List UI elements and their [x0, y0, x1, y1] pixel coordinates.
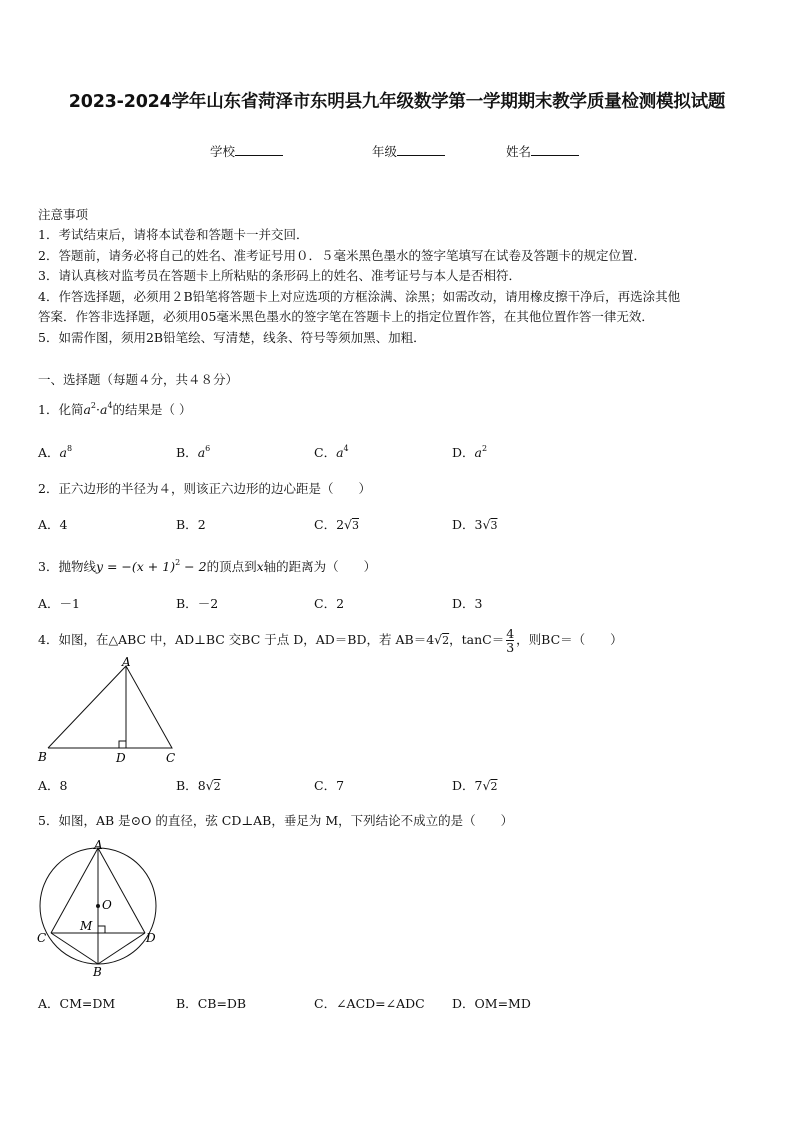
q1-prefix: 1．化简: [38, 402, 84, 417]
point-label-a: A: [94, 838, 103, 852]
point-label-b: B: [93, 965, 102, 979]
q1-exp-1: 2: [90, 401, 96, 410]
grade-field: [372, 142, 445, 160]
q5-option-b[interactable]: [176, 994, 246, 1012]
q4-option-c[interactable]: [314, 776, 344, 794]
sqrt-sign: √: [434, 632, 443, 647]
option-label: C．: [314, 596, 337, 611]
point-label-c: C: [37, 931, 47, 945]
q4-ab-radicand: 2: [442, 634, 450, 647]
question-2-stem: 2．正六边形的半径为４，则该正六边形的边心距是（ ）: [38, 481, 371, 496]
q5-option-d[interactable]: [452, 994, 531, 1012]
option-base: a: [59, 445, 67, 460]
q1-option-a[interactable]: [38, 443, 72, 461]
q4-suffix: ，则BC＝（ ）: [516, 632, 623, 647]
option-exp: 8: [66, 444, 73, 453]
name-blank: [531, 143, 579, 156]
notice-item-4: 4．作答选择题，必须用２B铅笔将答题卡上对应选项的方框涂满、涂黑；如需改动，请用橡皮擦干净后，再选涂其他: [38, 289, 681, 304]
option-text: ∠ACD=∠ADC: [336, 996, 425, 1011]
option-coef: 8: [197, 778, 206, 793]
vertex-label-b: B: [38, 750, 47, 764]
option-label: D．: [452, 778, 475, 793]
option-label: B．: [176, 517, 198, 532]
option-coef: 3: [474, 517, 483, 532]
vertex-label-d: D: [116, 751, 126, 765]
point-label-o: O: [102, 898, 112, 912]
q4-fraction: [506, 627, 514, 654]
notice-heading: 注意事项: [38, 207, 89, 222]
option-exp: 6: [205, 444, 211, 453]
option-label: C．: [314, 778, 337, 793]
option-coef: 7: [474, 778, 483, 793]
q3-option-b[interactable]: [176, 594, 218, 612]
q2-option-c[interactable]: [314, 515, 359, 533]
option-exp: 2: [481, 444, 488, 453]
sqrt-sign: √: [482, 517, 491, 532]
school-label: 学校: [210, 144, 236, 159]
option-text: 7: [336, 778, 345, 793]
fraction-denominator: 3: [506, 640, 515, 655]
q2-option-b[interactable]: [176, 515, 206, 533]
q2-option-d[interactable]: [452, 515, 497, 533]
option-text: －2: [197, 596, 219, 611]
option-label: A．: [38, 996, 60, 1011]
name-label: 姓名: [506, 144, 532, 159]
q1-dot: ·: [96, 402, 100, 417]
q3-option-c[interactable]: [314, 594, 344, 612]
notice-item-4-cont: 答案．作答非选择题，必须用05毫米黑色墨水的签字笔在答题卡上的指定位置作答，在其他位置作答一律无效．: [38, 309, 654, 324]
option-radicand: 3: [490, 519, 498, 532]
school-blank: [235, 143, 283, 156]
option-base: a: [336, 445, 344, 460]
q5-option-c[interactable]: [314, 994, 425, 1012]
option-base: a: [474, 445, 482, 460]
q3-mid: 的顶点到: [206, 559, 257, 574]
sqrt-sign: √: [344, 517, 352, 532]
option-text: 8: [59, 778, 68, 793]
option-label: A．: [38, 778, 60, 793]
school-field: [210, 142, 283, 160]
vertex-label-c: C: [166, 751, 176, 765]
notice-item-5: 5．如需作图，须用2B铅笔绘、写清楚，线条、符号等须加黑、加粗．: [38, 330, 426, 345]
q4-prefix: 4．如图，在△ABC 中，AD⊥BC 交BC 于点 D，AD＝BD，若 AB＝: [38, 632, 427, 647]
notice-item-1: 1．考试结束后，请将本试卷和答题卡一并交回．: [38, 227, 309, 242]
option-label: D．: [452, 445, 475, 460]
circle-figure: [30, 838, 170, 980]
option-label: B．: [176, 996, 198, 1011]
q4-ab-coef: 4: [426, 632, 435, 647]
q4-option-a[interactable]: [38, 776, 67, 794]
question-4-stem: [38, 627, 623, 654]
q1-option-d[interactable]: [452, 443, 487, 461]
option-label: B．: [176, 596, 198, 611]
option-label: D．: [452, 596, 475, 611]
center-point: [96, 904, 100, 908]
q3-x: x: [256, 559, 264, 574]
page-title: 2023-2024学年山东省菏泽市东明县九年级数学第一学期期末教学质量检测模拟试题: [68, 92, 726, 112]
q3-exp: 2: [175, 558, 181, 567]
q3-prefix: 3．抛物线: [38, 559, 96, 574]
sqrt-sign: √: [205, 778, 214, 793]
option-label: B．: [176, 778, 198, 793]
option-text: 4: [59, 517, 68, 532]
q1-suffix: 的结果是（ ）: [112, 402, 192, 417]
q1-var-b: a: [99, 402, 108, 417]
option-radicand: 2: [490, 780, 498, 793]
vertex-label-a: A: [122, 655, 131, 669]
option-text: 2: [197, 517, 206, 532]
option-base: a: [197, 445, 206, 460]
name-field: [506, 142, 579, 160]
question-3-stem: [38, 557, 376, 575]
option-text: 3: [474, 596, 483, 611]
triangle-outline: [48, 666, 172, 748]
option-label: A．: [38, 445, 60, 460]
triangle-figure: [36, 655, 186, 767]
grade-blank: [397, 143, 445, 156]
option-coef: 2: [336, 517, 345, 532]
q2-option-a[interactable]: [38, 515, 67, 533]
option-label: B．: [176, 445, 198, 460]
option-label: D．: [452, 517, 475, 532]
q4-option-d[interactable]: [452, 776, 497, 794]
option-radicand: 3: [352, 519, 359, 532]
q3-formula: y = −(x + 1): [95, 559, 176, 574]
segment-ad: [98, 848, 145, 933]
option-label: A．: [38, 517, 60, 532]
option-radicand: 2: [213, 780, 221, 793]
option-text: OM=MD: [474, 996, 531, 1011]
option-text: CB=DB: [197, 996, 247, 1011]
option-text: 2: [336, 596, 345, 611]
option-label: C．: [314, 517, 337, 532]
question-5-stem: 5．如图，AB 是⊙O 的直径，弦 CD⊥AB，垂足为 M，下列结论不成立的是（ ）: [38, 813, 514, 828]
sqrt-sign: √: [482, 778, 491, 793]
q1-exp-2: 4: [107, 401, 113, 410]
q4-option-b[interactable]: [176, 776, 221, 794]
notice-item-3: 3．请认真核对监考员在答题卡上所粘贴的条形码上的姓名、准考证号与本人是否相符．: [38, 268, 521, 283]
point-label-d: D: [146, 931, 156, 945]
option-exp: 4: [343, 444, 349, 453]
fraction-numerator: 4: [506, 626, 515, 641]
option-label: C．: [314, 996, 337, 1011]
section-heading: 一、选择题（每题４分，共４８分）: [38, 372, 239, 387]
option-text: CM=DM: [59, 996, 116, 1011]
q3-suffix: 轴的距离为（ ）: [263, 559, 377, 574]
q1-var-a: a: [83, 402, 91, 417]
grade-label: 年级: [372, 144, 398, 159]
right-angle-mark: [98, 926, 105, 933]
point-label-m: M: [80, 919, 93, 933]
option-label: D．: [452, 996, 475, 1011]
option-label: C．: [314, 445, 337, 460]
q3-option-d[interactable]: [452, 594, 482, 612]
q3-formula-tail: − 2: [180, 559, 207, 574]
option-label: A．: [38, 596, 60, 611]
q5-option-a[interactable]: [38, 994, 115, 1012]
q1-option-b[interactable]: [176, 443, 210, 461]
option-text: －1: [59, 596, 80, 611]
q4-mid: ，tanC＝: [449, 632, 505, 647]
right-angle-mark: [119, 741, 126, 748]
notice-item-2: 2．答题前，请务必将自己的姓名、准考证号用０．５毫米黑色墨水的签字笔填写在试卷及答题卡的规定位置．: [38, 248, 646, 263]
question-1-stem: [38, 400, 192, 418]
q3-option-a[interactable]: [38, 594, 80, 612]
q1-option-c[interactable]: [314, 443, 349, 461]
